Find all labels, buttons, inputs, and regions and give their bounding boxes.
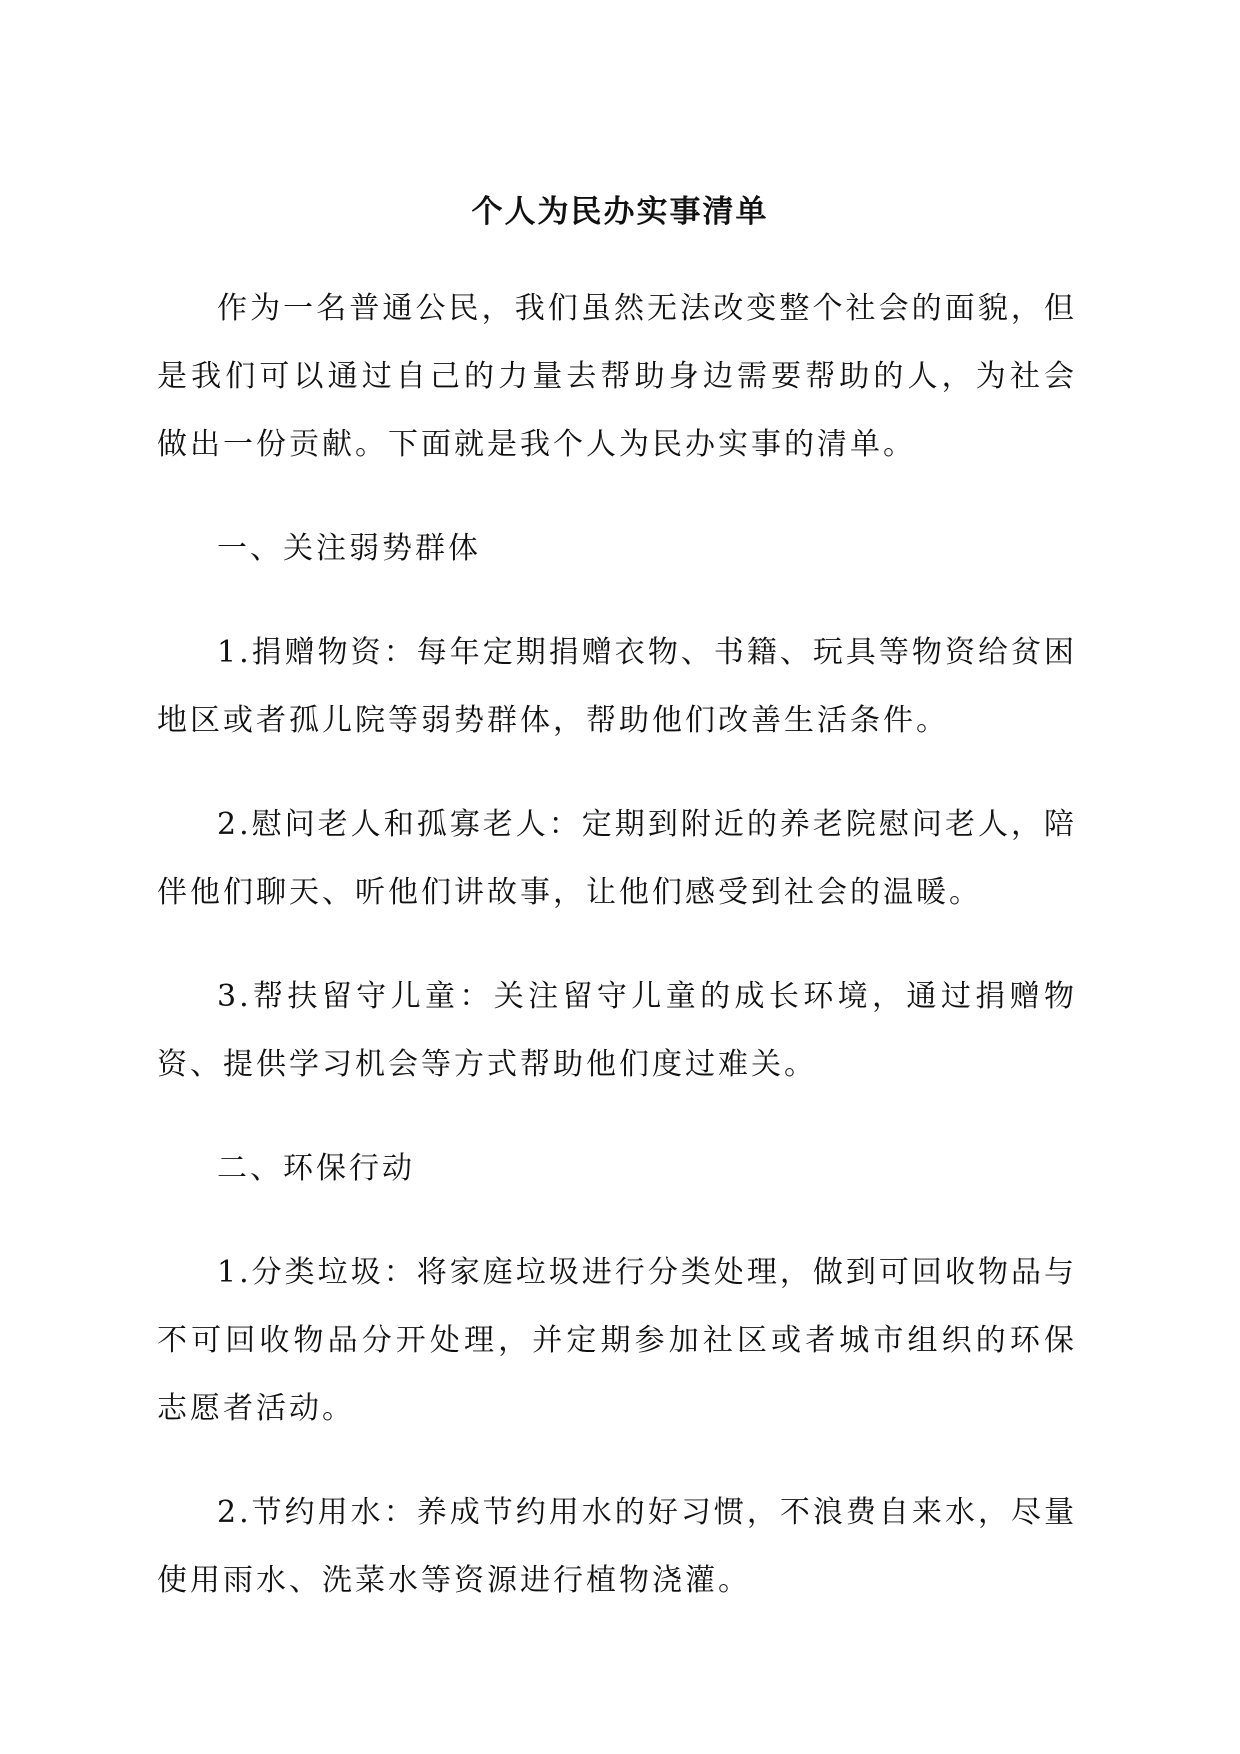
document-title: 个人为民办实事清单	[471, 194, 769, 230]
document-body	[157, 275, 1077, 1651]
list-item-visit-elderly: 2.慰问老人和孤寡老人：定期到附近的养老院慰问老人，陪伴他们聊天、听他们讲故事，让他们感受到社会的温暖。	[157, 807, 1077, 910]
section-heading-environment: 二、环保行动	[217, 1151, 415, 1186]
intro-paragraph: 作为一名普通公民，我们虽然无法改变整个社会的面貌，但是我们可以通过自己的力量去帮助身边需要帮助的人，为社会做出一份贡献。下面就是我个人为民办实事的清单。	[157, 291, 1077, 462]
list-item-garbage-sorting: 1.分类垃圾：将家庭垃圾进行分类处理，做到可回收物品与不可回收物品分开处理，并定期参加社区或者城市组织的环保志愿者活动。	[157, 1255, 1077, 1426]
list-item-donate-supplies: 1.捐赠物资：每年定期捐赠衣物、书籍、玩具等物资给贫困地区或者孤儿院等弱势群体，帮助他们改善生活条件。	[157, 635, 1077, 738]
list-item-left-behind-children: 3.帮扶留守儿童：关注留守儿童的成长环境，通过捐赠物资、提供学习机会等方式帮助他们度过难关。	[157, 979, 1077, 1082]
list-item-save-water: 2.节约用水：养成节约用水的好习惯，不浪费自来水，尽量使用雨水、洗菜水等资源进行植物浇灌。	[157, 1495, 1077, 1598]
section-heading-vulnerable-groups: 一、关注弱势群体	[217, 531, 481, 566]
